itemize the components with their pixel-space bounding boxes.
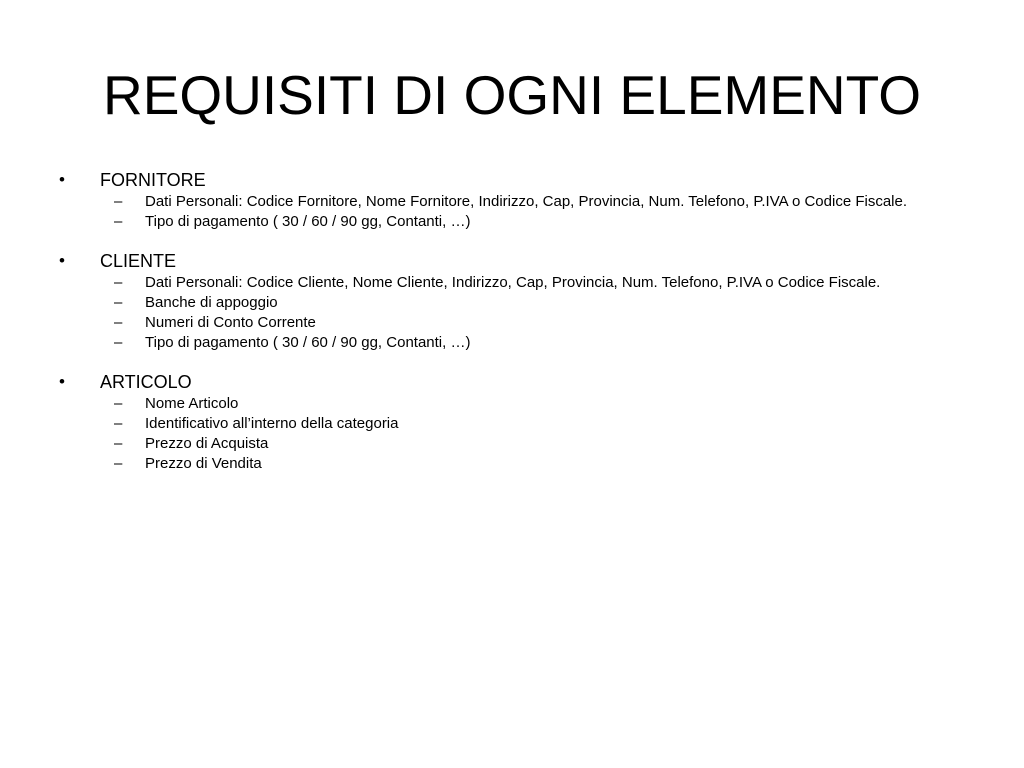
dash-icon: – bbox=[114, 435, 123, 452]
dash-icon: – bbox=[114, 213, 123, 230]
bullet-icon: • bbox=[59, 251, 65, 270]
list-item bbox=[0, 414, 1024, 434]
list-item-text: Prezzo di Vendita bbox=[145, 455, 262, 472]
list-item-text: Prezzo di Acquista bbox=[145, 435, 269, 452]
section-cliente bbox=[0, 249, 1024, 353]
list-item-text: Numeri di Conto Corrente bbox=[145, 314, 316, 331]
dash-icon: – bbox=[114, 314, 123, 331]
dash-icon: – bbox=[114, 334, 123, 351]
dash-icon: – bbox=[114, 395, 123, 412]
section-articolo bbox=[0, 370, 1024, 474]
list-item bbox=[0, 454, 1024, 474]
list-item-text: Tipo di pagamento ( 30 / 60 / 90 gg, Contanti, …) bbox=[145, 213, 471, 230]
section-fornitore bbox=[0, 168, 1024, 232]
list-item bbox=[0, 293, 1024, 313]
dash-icon: – bbox=[114, 193, 123, 210]
list-item bbox=[0, 333, 1024, 353]
list-item bbox=[0, 394, 1024, 414]
list-item-text: Tipo di pagamento ( 30 / 60 / 90 gg, Contanti, …) bbox=[145, 334, 471, 351]
bullet-icon: • bbox=[59, 170, 65, 189]
sub-list bbox=[0, 394, 1024, 474]
dash-icon: – bbox=[114, 455, 123, 472]
list-item-text: Nome Articolo bbox=[145, 395, 239, 412]
list-item bbox=[0, 212, 1024, 232]
bullet-row bbox=[0, 370, 1024, 394]
list-item bbox=[0, 273, 1024, 293]
dash-icon: – bbox=[114, 294, 123, 311]
slide-content bbox=[0, 168, 1024, 491]
list-item-text: Banche di appoggio bbox=[145, 294, 278, 311]
sub-list bbox=[0, 273, 1024, 353]
list-item bbox=[0, 192, 1024, 212]
list-item-text: Dati Personali: Codice Fornitore, Nome Fornitore, Indirizzo, Cap, Provincia, Num. Telefono, P.IVA o Codice Fiscale. bbox=[145, 193, 908, 210]
list-item bbox=[0, 434, 1024, 454]
dash-icon: – bbox=[114, 415, 123, 432]
section-label: ARTICOLO bbox=[100, 372, 192, 392]
dash-icon: – bbox=[114, 274, 123, 291]
bullet-row bbox=[0, 249, 1024, 273]
list-item bbox=[0, 313, 1024, 333]
list-item-text: Dati Personali: Codice Cliente, Nome Cliente, Indirizzo, Cap, Provincia, Num. Telefono, P.IVA o Codice Fiscale. bbox=[145, 274, 881, 291]
bullet-row bbox=[0, 168, 1024, 192]
section-label: FORNITORE bbox=[100, 170, 206, 190]
slide-title: REQUISITI DI OGNI ELEMENTO bbox=[103, 64, 921, 126]
list-item-text: Identificativo all’interno della categoria bbox=[145, 415, 399, 432]
section-label: CLIENTE bbox=[100, 251, 177, 271]
bullet-icon: • bbox=[59, 372, 65, 391]
sub-list bbox=[0, 192, 1024, 232]
